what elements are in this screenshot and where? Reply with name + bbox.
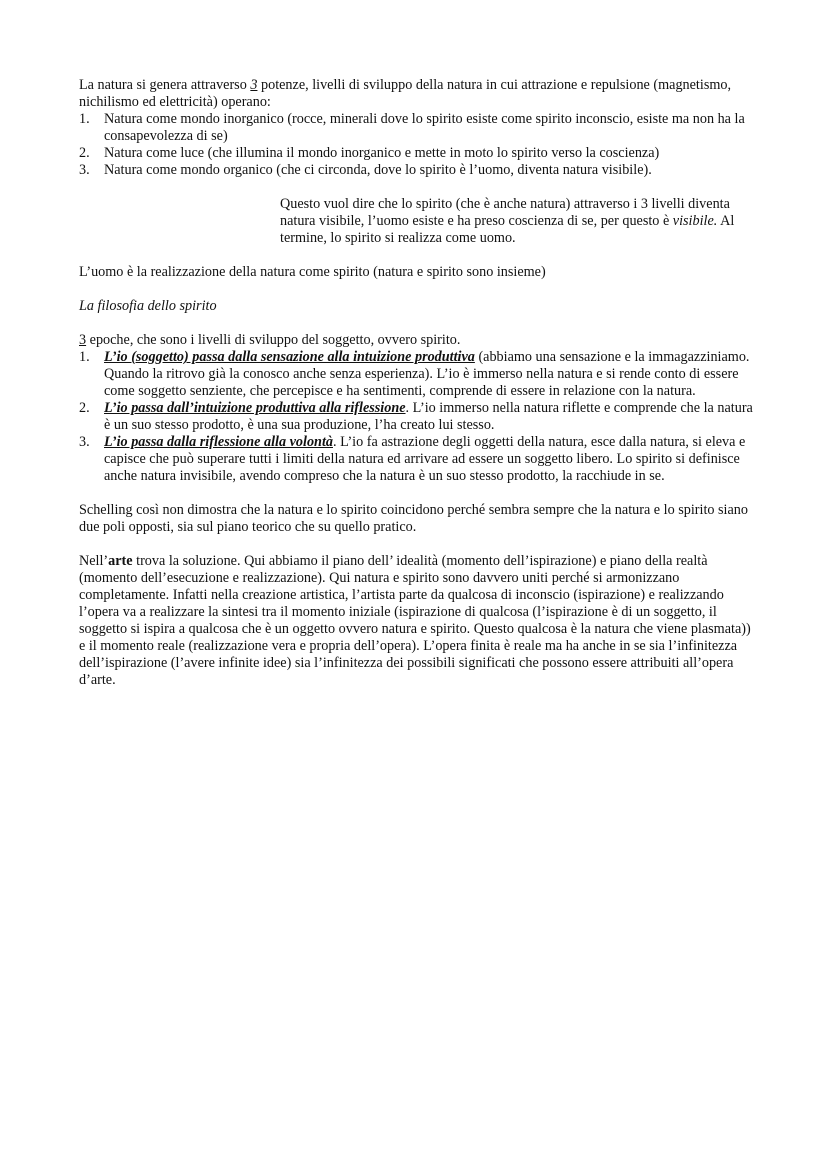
epoch-title: L’io (soggetto) passa dalla sensazione alla intuizione produttiva: [104, 349, 475, 365]
schelling-paragraph: Schelling così non dimostra che la natura e lo spirito coincidono perché sembra sempre che la natura e lo spirito siano due poli opposti, sia sul piano teorico che su quello pratico.: [79, 502, 748, 535]
list-number: 3.: [79, 162, 90, 178]
list-item-text: Natura come mondo organico (che ci circonda, dove lo spirito è l’uomo, diventa natura visibile).: [104, 162, 652, 178]
epoch-text: . L’io immerso nella natura riflette e comprende che la natura è un suo stesso prodotto, è una sua produzione, l’ha creato lui stesso.: [104, 400, 753, 433]
list-number: 3.: [79, 434, 90, 450]
arte-paragraph: [79, 553, 759, 689]
intro-number: 3: [250, 77, 258, 93]
epochs-intro-text: epoche, che sono i livelli di sviluppo del soggetto, ovvero spirito.: [86, 332, 461, 348]
epoch-title: L’io passa dalla riflessione alla volontà: [104, 434, 333, 450]
note-text-end: Al termine, lo spirito si realizza come uomo.: [280, 213, 735, 246]
list-item-text: Natura come luce (che illumina il mondo inorganico e mette in moto lo spirito verso la coscienza): [104, 145, 660, 161]
epoch-text: (abbiamo una sensazione e la immagazziniamo. Quando la ritrovo già la conosco anche senza esperienza). L’io è immerso nella natura e si rende conto di essere come soggetto senziente, che percepisce e ha sentimenti, comprende di essere in relazione con la natura.: [104, 349, 750, 399]
list-item: [79, 162, 759, 179]
list-item: [79, 145, 759, 162]
note-italic: visibile.: [672, 213, 718, 229]
arte-text-start: Nell’: [79, 553, 109, 569]
list-item: [79, 349, 759, 400]
epoch-text: . L’io fa astrazione degli oggetti della natura, esce dalla natura, si eleva e capisce che può superare tutti i limiti della natura ed arrivare ad essere un soggetto libero. Lo spirito si definisce anche natura invisibile, avendo compreso che la natura è un suo stesso prodotto, la racchiude in se.: [104, 434, 746, 484]
indented-note: [280, 196, 759, 247]
list-number: 1.: [79, 349, 90, 365]
arte-bold-word: arte: [108, 553, 133, 569]
list-item: [79, 111, 759, 145]
epochs-intro: [79, 332, 759, 349]
epochs-number: 3: [79, 332, 87, 348]
list-number: 1.: [79, 111, 90, 127]
list-number: 2.: [79, 145, 90, 161]
list-item-text: Natura come mondo inorganico (rocce, minerali dove lo spirito esiste come spirito inconscio, esiste ma non ha la consapevolezza di se): [104, 111, 745, 144]
intro-text-end: potenze, livelli di sviluppo della natura in cui attrazione e repulsione (magnetismo, nichilismo ed elettricità) operano:: [79, 77, 732, 110]
list-number: 2.: [79, 400, 90, 416]
nature-levels-list: [79, 111, 759, 179]
uomo-paragraph: L’uomo è la realizzazione della natura come spirito (natura e spirito sono insieme): [79, 264, 546, 280]
epochs-list: [79, 349, 759, 485]
note-text-start: Questo vuol dire che lo spirito (che è anche natura) attraverso i 3 livelli diventa natura visibile, l’uomo esiste e ha preso coscienza di se, per questo è: [280, 196, 730, 229]
list-item: [79, 434, 759, 485]
epoch-title: L’io passa dall’intuizione produttiva alla riflessione: [104, 400, 406, 416]
section-title: La filosofia dello spirito: [79, 298, 217, 314]
intro-paragraph: [79, 77, 759, 111]
list-item: [79, 400, 759, 434]
document-body: [79, 77, 759, 689]
arte-text-end: trova la soluzione. Qui abbiamo il piano dell’ idealità (momento dell’ispirazione) e piano della realtà (momento dell’esecuzione e realizzazione). Qui natura e spirito sono davvero uniti perché si armonizzano completamente. Infatti nella creazione artistica, l’artista parte da qualcosa di inconscio (ispirazione) e realizzando l’opera va a realizzare la sintesi tra il momento iniziale (ispirazione di qualcosa (l’ispirazione è di un soggetto, il soggetto si ispira a qualcosa che è un oggetto ovvero natura e spirito. Questo qualcosa è la natura che viene plasmata)) e il momento reale (realizzazione vera e propria dell’opera). L’opera finita è reale ma ha anche in se sia l’infinitezza dell’ispirazione (l’avere infinite idee) sia l’infinitezza dei possibili significati che possono essere attribuiti all’opera d’arte.: [79, 553, 751, 688]
intro-text-start: La natura si genera attraverso: [79, 77, 251, 93]
